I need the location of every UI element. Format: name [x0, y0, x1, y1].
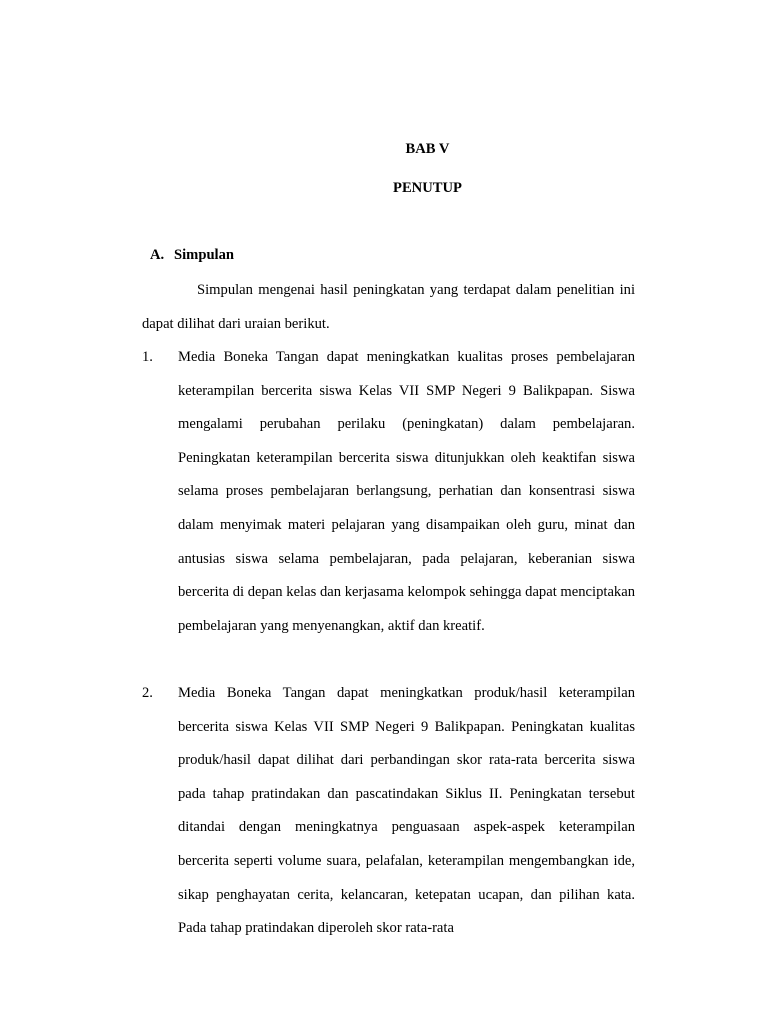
list-item-text: Media Boneka Tangan dapat meningkatkan kualitas proses pembelajaran keterampilan bercerita siswa Kelas VII SMP Negeri 9 Balikpapan. Siswa mengalami perubahan perilaku (peningkatan) dalam pembelajaran. Peningkatan keterampilan bercerita siswa ditunjukkan oleh keaktifan siswa selama proses pembelajaran berlangsung, perhatian dan konsentrasi siswa dalam menyimak materi pelajaran yang disampaikan oleh guru, minat dan antusias siswa selama pembelajaran, pada pelajaran, keberanian siswa bercerita di depan kelas dan kerjasama kelompok sehingga dapat menciptakan pembelajaran yang menyenangkan, aktif dan kreatif.	[178, 349, 635, 634]
section-title: Simpulan	[174, 247, 235, 263]
intro-paragraph: Simpulan mengenai hasil peningkatan yang terdapat dalam penelitian ini dapat dilihat dari uraian berikut.	[142, 282, 635, 332]
section-letter: A.	[150, 247, 165, 263]
list-item-text: Media Boneka Tangan dapat meningkatkan produk/hasil keterampilan bercerita siswa Kelas VII SMP Negeri 9 Balikpapan. Peningkatan kualitas produk/hasil dapat dilihat dari perbandingan skor rata-rata bercerita siswa pada tahap pratindakan dan pascatindakan Siklus II. Peningkatan tersebut ditandai dengan meningkatnya penguasaan aspek-aspek keterampilan bercerita seperti volume suara, pelafalan, keterampilan mengembangkan ide, sikap penghayatan cerita, kelancaran, ketepatan ucapan, dan pilihan kata. Pada tahap pratindakan diperoleh skor rata-rata	[178, 685, 635, 937]
chapter-number: BAB V	[405, 141, 450, 157]
chapter-title: PENUTUP	[393, 180, 462, 196]
section-heading	[150, 247, 234, 264]
list-item	[142, 341, 635, 643]
list-item-number: 2.	[142, 685, 153, 701]
list-item	[142, 677, 635, 946]
list-item-number: 1.	[142, 349, 153, 365]
